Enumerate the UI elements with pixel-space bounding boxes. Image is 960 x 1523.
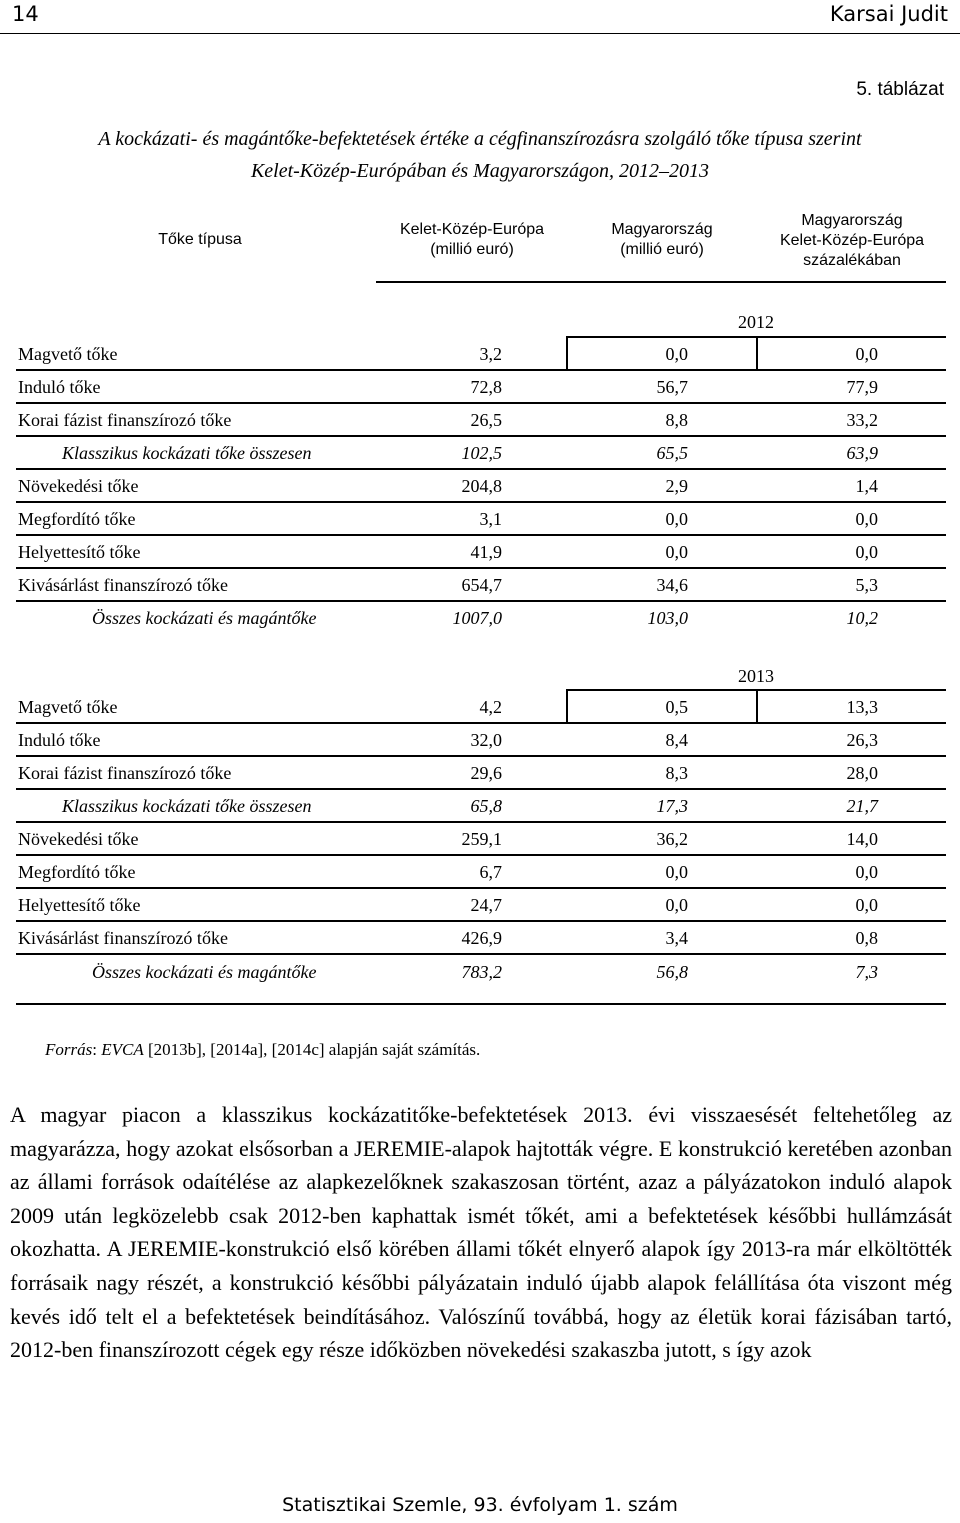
source-colon: : xyxy=(92,1040,102,1059)
row-label: Korai fázist finanszírozó tőke xyxy=(18,763,232,783)
row-label: Kivásárlást finanszírozó tőke xyxy=(18,928,228,948)
row-rule xyxy=(16,722,946,724)
row-rule xyxy=(16,435,946,437)
value-cee: 259,1 xyxy=(461,829,502,849)
running-header-author: Karsai Judit xyxy=(829,2,948,26)
table-source-note xyxy=(45,1040,480,1060)
row-rule xyxy=(16,402,946,404)
row-rule xyxy=(16,953,946,955)
table-row xyxy=(0,763,960,785)
column-header-pct-line1: Magyarország xyxy=(801,212,903,229)
value-pct: 0,0 xyxy=(855,862,878,882)
value-pct: 7,3 xyxy=(855,962,878,982)
column-header-pct-line2: Kelet-Közép-Európa xyxy=(779,232,925,249)
source-label: Forrás xyxy=(45,1040,93,1059)
table-row xyxy=(0,697,960,719)
year-label-2012: 2012 xyxy=(738,312,774,332)
value-hu: 2,9 xyxy=(665,476,688,496)
value-pct: 13,3 xyxy=(846,697,878,717)
row-label: Klasszikus kockázati tőke összesen xyxy=(62,796,312,816)
column-header-hu-line1: Magyarország xyxy=(611,221,713,238)
value-pct: 33,2 xyxy=(846,410,878,430)
value-pct: 28,0 xyxy=(846,763,878,783)
year-label-2013: 2013 xyxy=(738,666,774,686)
row-label: Növekedési tőke xyxy=(18,829,139,849)
page-number: 14 xyxy=(12,2,39,26)
table-row xyxy=(0,895,960,917)
value-cee: 3,2 xyxy=(479,344,502,364)
row-label: Induló tőke xyxy=(18,730,101,750)
table-bottom-rule xyxy=(16,1003,946,1005)
value-hu: 0,0 xyxy=(665,509,688,529)
value-pct: 63,9 xyxy=(846,443,878,463)
table-row xyxy=(0,862,960,884)
column-header-pct-line3: százalékában xyxy=(803,252,901,269)
value-cee: 426,9 xyxy=(461,928,502,948)
page-footer: Statisztikai Szemle, 93. évfolyam 1. szám xyxy=(282,1494,678,1516)
header-rule xyxy=(0,33,960,34)
row-label: Korai fázist finanszírozó tőke xyxy=(18,410,232,430)
value-cee: 29,6 xyxy=(470,763,502,783)
value-hu: 0,0 xyxy=(665,542,688,562)
source-org: EVCA xyxy=(101,1040,144,1059)
value-pct: 77,9 xyxy=(846,377,878,397)
value-hu: 17,3 xyxy=(656,796,688,816)
row-rule xyxy=(16,567,946,569)
table-row xyxy=(0,962,960,984)
value-pct: 0,8 xyxy=(855,928,878,948)
value-hu: 65,5 xyxy=(656,443,688,463)
table-row xyxy=(0,575,960,597)
column-header-pct xyxy=(752,211,952,271)
value-cee: 4,2 xyxy=(479,697,502,717)
table-row xyxy=(0,796,960,818)
value-hu: 36,2 xyxy=(656,829,688,849)
value-hu: 56,8 xyxy=(656,962,688,982)
value-pct: 26,3 xyxy=(846,730,878,750)
value-pct: 0,0 xyxy=(855,895,878,915)
row-rule xyxy=(16,788,946,790)
row-rule xyxy=(16,369,946,371)
table-row xyxy=(0,730,960,752)
column-header-cee-line2: (millió euró) xyxy=(430,241,514,258)
value-pct: 0,0 xyxy=(855,344,878,364)
value-hu: 103,0 xyxy=(647,608,688,628)
row-rule xyxy=(16,501,946,503)
value-pct: 0,0 xyxy=(855,509,878,529)
value-hu: 34,6 xyxy=(656,575,688,595)
value-cee: 26,5 xyxy=(470,410,502,430)
row-label: Megfordító tőke xyxy=(18,509,136,529)
value-pct: 21,7 xyxy=(846,796,878,816)
source-text: [2013b], [2014a], [2014c] alapján saját számítás. xyxy=(143,1040,481,1059)
row-label: Helyettesítő tőke xyxy=(18,895,141,915)
column-header-type: Tőke típusa xyxy=(158,231,242,248)
value-pct: 10,2 xyxy=(846,608,878,628)
row-label: Induló tőke xyxy=(18,377,101,397)
column-header-cee-line1: Kelet-Közép-Európa xyxy=(399,221,545,238)
value-hu: 0,5 xyxy=(665,697,688,717)
value-pct: 5,3 xyxy=(855,575,878,595)
row-label: Kivásárlást finanszírozó tőke xyxy=(18,575,228,595)
value-cee: 3,1 xyxy=(479,509,502,529)
value-pct: 14,0 xyxy=(846,829,878,849)
value-cee: 1007,0 xyxy=(452,608,502,628)
value-cee: 72,8 xyxy=(470,377,502,397)
table-row xyxy=(0,829,960,851)
value-cee: 65,8 xyxy=(470,796,502,816)
row-label: Növekedési tőke xyxy=(18,476,139,496)
table-title-line2: Kelet-Közép-Európában és Magyarországon, 2012–2013 xyxy=(250,160,710,182)
row-rule xyxy=(16,755,946,757)
table-row xyxy=(0,509,960,531)
table-number: 5. táblázat xyxy=(856,79,944,100)
column-header-cee xyxy=(372,220,572,260)
value-hu: 8,3 xyxy=(665,763,688,783)
value-pct: 0,0 xyxy=(855,542,878,562)
row-rule xyxy=(16,854,946,856)
value-cee: 6,7 xyxy=(479,862,502,882)
table-row xyxy=(0,377,960,399)
value-cee: 32,0 xyxy=(470,730,502,750)
value-hu: 3,4 xyxy=(665,928,688,948)
row-rule xyxy=(16,600,946,602)
row-label: Összes kockázati és magántőke xyxy=(92,608,317,628)
value-cee: 41,9 xyxy=(470,542,502,562)
header-bottom-rule xyxy=(376,281,946,283)
table-row xyxy=(0,608,960,630)
row-label: Klasszikus kockázati tőke összesen xyxy=(62,443,312,463)
value-hu: 8,4 xyxy=(665,730,688,750)
row-label: Helyettesítő tőke xyxy=(18,542,141,562)
value-cee: 783,2 xyxy=(461,962,502,982)
body-paragraph: A magyar piacon a klasszikus kockázatitőke-befektetések 2013. évi visszaesését feltehetőleg az magyarázza, hogy azokat elsősorban a JEREMIE-alapok hajtották végre. E konstrukció keretében azonban az állami források odaítélése az alapkezelőknek szakaszosan történt, azaz a pályázatokon induló alapok 2009 után legközelebb csak 2012-ben kaphattak ismét tőkét, ami a befektetések későbbi hullámzását okozhatta. A JEREMIE-konstrukció első körében állami tőkét elnyerő alapok így 2013-ra már elköltötték forrásaik nagy részét, a konstrukció későbbi pályázatain induló újabb alapok felállítása óta viszont még kevés idő telt el a befektetések beindításához. Valószínű továbbá, hogy az életük korai fázisában tartó, 2012-ben finanszírozott cégek egy része időközben növekedési szakaszba jutott, s így azok xyxy=(10,1102,952,1363)
value-hu: 56,7 xyxy=(656,377,688,397)
value-hu: 0,0 xyxy=(665,862,688,882)
value-hu: 8,8 xyxy=(665,410,688,430)
table-row xyxy=(0,928,960,950)
table-row xyxy=(0,542,960,564)
row-label: Megfordító tőke xyxy=(18,862,136,882)
value-hu: 0,0 xyxy=(665,895,688,915)
row-label: Összes kockázati és magántőke xyxy=(92,962,317,982)
column-header-hu-line2: (millió euró) xyxy=(620,241,704,258)
table-row xyxy=(0,476,960,498)
table-row xyxy=(0,443,960,465)
value-cee: 24,7 xyxy=(470,895,502,915)
column-header-hu xyxy=(562,220,762,260)
value-hu: 0,0 xyxy=(665,344,688,364)
row-label: Magvető tőke xyxy=(18,344,118,364)
value-cee: 654,7 xyxy=(461,575,502,595)
row-label: Magvető tőke xyxy=(18,697,118,717)
row-rule xyxy=(16,920,946,922)
table-row xyxy=(0,344,960,366)
table-row xyxy=(0,410,960,432)
table-title-line1: A kockázati- és magántőke-befektetések értéke a cégfinanszírozásra szolgáló tőke típusa szerint xyxy=(98,128,862,150)
row-rule xyxy=(16,887,946,889)
row-rule xyxy=(16,468,946,470)
value-pct: 1,4 xyxy=(855,476,878,496)
value-cee: 204,8 xyxy=(461,476,502,496)
row-rule xyxy=(16,821,946,823)
value-cee: 102,5 xyxy=(461,443,502,463)
row-rule xyxy=(16,534,946,536)
